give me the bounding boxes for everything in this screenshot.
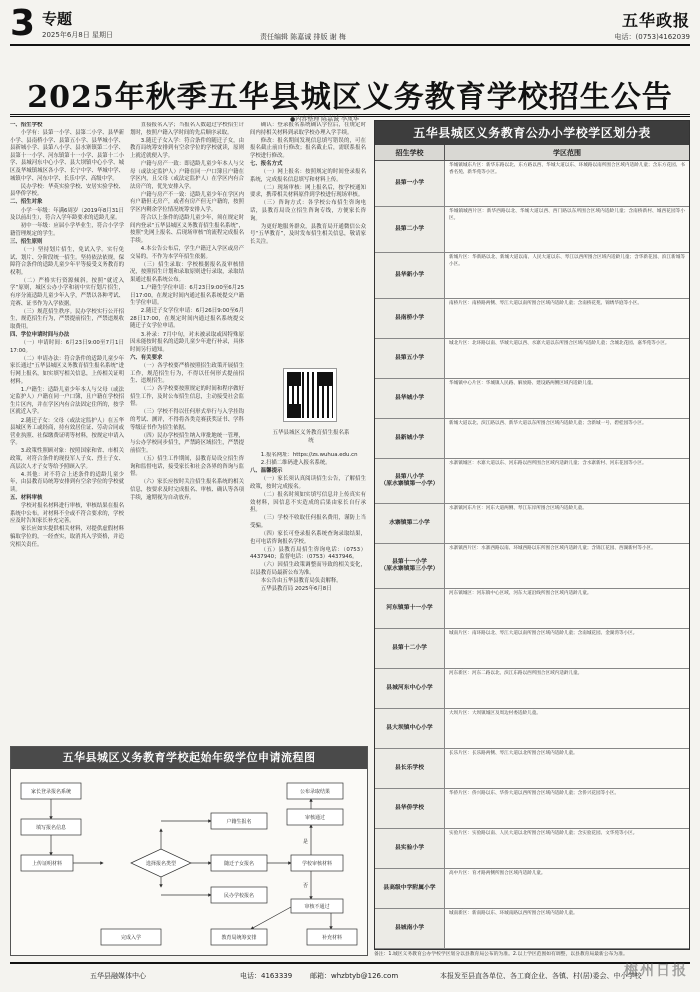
section-name: 专题 — [42, 10, 73, 28]
paper-name: 五华政报 — [621, 11, 690, 30]
issue-date: 2025年6月8日 星期日 — [42, 31, 113, 39]
school-name-cell: 河东镇第十一小学 — [375, 589, 445, 628]
flow-node-start: 家长登录报名系统 — [30, 789, 72, 795]
school-name-cell: 县第八小学 （原水寨镇第一小学） — [375, 459, 445, 503]
paragraph: （四）家长可登录报名系统查询录取结果，也可电话咨询报名学校。 — [250, 530, 366, 545]
section-heading: 八、温馨提示 — [250, 468, 283, 475]
paragraph: （五）县教育局招生咨询电话：（0753）4437940；监督电话：（0753）4437946。 — [250, 546, 366, 561]
paragraph: 本公告由五华县教育局负责解释。 — [260, 578, 342, 584]
paragraph: 1.报名网址：https://zs.wuhua.edu.cn — [260, 452, 358, 458]
paragraph: 2.扫描二维码进入报名系统。 — [260, 460, 331, 467]
page-header — [10, 3, 690, 46]
flowchart-diagram — [11, 769, 367, 955]
paragraph: 3.随迁子女入学：符合条件的随迁子女，由教育局统筹安排到有空余学位的学校就读，原则上就近就便入学。 — [130, 137, 244, 159]
table-row — [375, 909, 689, 949]
school-name-cell: 县新城小学 — [375, 419, 445, 458]
paragraph: 2.随迁子女学位申请：6月26日9:00至6月28日17:00，在规定时间内通过报名系统提交随迁子女学位申请。 — [130, 308, 244, 330]
table-note: 备注：1.城区义务教育公办学校学区划分以县教育局公布的为准。2.以上学区范围如有调整，以县教育局最新公布为准。 — [374, 952, 628, 957]
paragraph: 家长应如实提供相关材料，对提供虚假材料骗取学位的，一经查实，取消其入学资格，并追究相关责任。 — [10, 526, 124, 548]
district-area-cell: 城南新区：新南路以东、环城南路以西所围合区域内适龄儿童。 — [449, 911, 578, 916]
paragraph: 4.其他：对不符合上述条件的适龄儿童少年，由县教育局统筹安排到有空余学位的学校就读。 — [10, 471, 124, 493]
paragraph: 符合以上条件的适龄儿童少年，须在规定时间内登录“五华县城区义务教育招生报名系统”，按照“先网上报名、后现场审核”的流程完成报名手续。 — [130, 215, 244, 244]
paragraph: （三）咨询方式：各学校公布招生咨询电话，县教育局设立招生咨询专线，方便家长咨询。 — [250, 200, 366, 222]
table-row — [375, 504, 689, 544]
paragraph: 学校对报名材料进行审核，审核结果在报名系统中公布。对材料不全或不符合要求的，学校应及时告知家长补充完善。 — [10, 503, 124, 525]
flow-node-end: 完成入学 — [120, 935, 142, 941]
table-row — [375, 419, 689, 459]
header-area: 学区范围 — [553, 149, 581, 157]
paragraph: （二）严格实行资源倾斜。按照“就近入学”原则，城区公办小学和初中实行划片招生，有序分流适龄儿童少年入学，严禁以各种考试、竞赛、证书作为入学依据。 — [10, 277, 124, 307]
page-number: 3 — [10, 3, 36, 44]
paragraph: （三）规范招生秩序。民办学校实行公开招生，规范招生行为，严禁提前招生，严禁违规收取费用。 — [10, 308, 124, 330]
table-row — [375, 789, 689, 829]
school-name-cell: 县华城小学 — [375, 379, 445, 418]
section-heading: 七、报名方式 — [250, 160, 283, 167]
paragraph: 户籍与房产一致：即适龄儿童少年本人与父母（或法定监护人）户籍在同一户口簿且户籍在学区内，且父母（或法定监护人）在学区内有合法房产的，优先安排入学。 — [130, 160, 244, 190]
school-name-cell: 县高级中学附属小学 — [375, 869, 445, 908]
footer-phone: 电话：4163339 — [240, 972, 293, 980]
school-name-cell: 县长乐学校 — [375, 749, 445, 788]
paragraph: 为更好地服务群众，县教育局开通微信公众号“五华教育”，及时发布招生相关信息，敬请家长关注。 — [250, 223, 366, 245]
table-row — [375, 459, 689, 504]
section-heading: 二、招生对象 — [10, 199, 43, 206]
paragraph: 小学有：县第一小学、县第二小学、县华新小学、县南桥小学、县第五小学、县华城小学、县新城小学、县第八小学、县水寨镇第二小学、县第十一小学、河东镇第十一小学、县第十二小学、县城河东中心小学、县大坝镇中心小学、城区及华城镇城区各小学、长宁中学、华城中学、城镇中学、河东中学、长乐中学、高级中学。 — [10, 130, 124, 182]
school-name-cell: 县第十二小学 — [375, 629, 445, 668]
paragraph: （三）学校不得以任何形式举行与入学挂钩的考试、测评，不得将各类竞赛获奖证书、学科等级证书作为招生依据。 — [130, 409, 244, 431]
table-row — [375, 207, 689, 253]
paragraph: （二）现场审核：网上报名后，按学校通知要求，携带相关材料原件到学校进行现场审核。 — [250, 184, 366, 199]
page-footer — [10, 962, 690, 986]
school-name-cell: 县第二小学 — [375, 207, 445, 252]
paragraph: （三）招生录取：学校根据报名及审核情况，按照招生计划和录取原则进行录取，录取结果通过报名系统公布。 — [130, 261, 244, 283]
school-name-cell: 县华新小学 — [375, 253, 445, 298]
paragraph: 户籍与房产不一致：适龄儿童少年在学区内有户籍但无房产，或者有房产但无户籍的，按照学区内剩余学位情况统筹安排入学。 — [130, 191, 244, 214]
school-name-cell: 县第十一小学 （原水寨镇第三小学） — [375, 544, 445, 588]
paragraph: 3.政策性照顾对象：按照国家和省、市相关政策，对符合条件的现役军人子女、烈士子女、高层次人才子女等给予照顾入学。 — [10, 448, 124, 470]
table-body — [375, 161, 689, 949]
qr-caption: 五华县城区义务教育招生报名系统 — [272, 430, 350, 444]
school-name-cell: 水寨镇第二小学 — [375, 504, 445, 543]
table-row — [375, 709, 689, 749]
school-name-cell: 县第五小学 — [375, 339, 445, 378]
table-row — [375, 669, 689, 709]
district-area-cell: 新城片区：华新路以北、新城大道以南、人民大道以东、琴江以西所围合区域内适龄儿童；含华新花园、滨江新城等小区。 — [449, 255, 685, 267]
table-row — [375, 829, 689, 869]
paragraph: （三）学校不收取任何报名费用，谨防上当受骗。 — [250, 515, 366, 529]
page-title: 2025年秋季五华县城区义务教育学校招生公告 — [27, 80, 673, 115]
flow-node-suiqian: 随迁子女报名 — [223, 861, 255, 867]
paragraph: 五华县教育局 2025年6月8日 — [260, 586, 332, 593]
header-school: 招生学校 — [375, 145, 445, 160]
paragraph: 1.户籍生：适龄儿童少年本人与父母（或法定监护人）户籍在同一户口簿，且户籍在学校招生片区内，并在学区内有合法固定住所的，按学区就近入学。 — [10, 386, 124, 416]
school-name-cell: 县实验小学 — [375, 829, 445, 868]
paragraph: （二）各学校要按照规定的时间和程序做好招生工作，及时公布招生信息，主动接受社会监督。 — [130, 386, 244, 408]
table-row — [375, 749, 689, 789]
table-row — [375, 544, 689, 589]
footer-email: 邮箱：whzbtyb@126.com — [310, 972, 399, 980]
section-heading: 六、有关要求 — [130, 354, 163, 361]
district-area-cell: 河东新区：河东二路以北、滨江东路以西所围合区域内适龄儿童。 — [449, 671, 583, 676]
district-area-cell: 华城镇城西片区：新华西路以北、华城大道以西、西门路以东所围合区域内适龄儿童；含南桥新村、城西花园等小区。 — [449, 209, 685, 221]
flowchart-title: 五华县城区义务教育学校起始年级学位申请流程图 — [11, 747, 367, 769]
table-row — [375, 629, 689, 669]
section-heading: 五、材料审核 — [10, 495, 43, 501]
district-area-cell: 水寨镇河东片区：河东大道两侧、琴江东岸所围合区域内适龄儿童。 — [449, 506, 587, 511]
district-area-cell: 水寨镇城区：水寨大道以东、河东路以西所围合区域内适龄儿童；含水寨新村、河东花园等小区。 — [449, 461, 647, 466]
watermark-logo: 梅州日报 — [624, 963, 688, 979]
paragraph: （六）家长应按时关注招生报名系统的相关信息，按要求及时完成报名、审核、确认等各项手续，逾期视为自动放弃。 — [130, 479, 244, 501]
paragraph: （一）申请时间：6月23日9:00至7月1日17:00。 — [10, 340, 124, 354]
table-row — [375, 299, 689, 339]
paragraph: 直接报名入学；当报名人数超过学校招生计划时，按照户籍入学时间的先后顺序录取。 — [130, 122, 244, 136]
section-heading: 一、招生学校 — [10, 122, 43, 128]
article-column-2 — [130, 122, 244, 740]
flow-node-review: 学校审核材料 — [301, 861, 333, 867]
paragraph: （四）民办学校招生纳入审批地统一管理，与公办学校同步招生，严禁跨区域招生，严禁提前招生。 — [130, 432, 244, 454]
section-heading: 三、招生原则 — [10, 238, 43, 245]
flow-node-register: 填写报名信息 — [35, 825, 67, 831]
article-column-1 — [10, 122, 124, 740]
paragraph: （二）报名时须如实填写信息并上传真实有效材料，因信息不实造成的后果由家长自行承担。 — [250, 491, 366, 514]
paragraph: （一）坚持划片招生，免试入学。实行免试、划片、分阶段统一招生。坚持依法依规，保障符合条件的适龄儿童少年平等接受义务教育的权利。 — [10, 247, 124, 276]
table-row — [375, 589, 689, 629]
paragraph: （一）网上报名：按照规定的时间登录报名系统，完成报名信息填写和材料上传。 — [250, 169, 366, 183]
flow-label-no: 否 — [303, 883, 309, 889]
flow-node-minban: 民办学校报名 — [223, 893, 255, 899]
district-area-cell: 高中片区：育才路两侧所围合区域内适龄儿童。 — [449, 871, 546, 876]
flow-node-fail: 审核不通过 — [304, 904, 330, 910]
flow-node-pass: 审核通过 — [304, 815, 326, 821]
district-area-cell: 华侨片区：侨兴路以东、华侨大道以西所围合区域内适龄儿童；含侨兴花园等小区。 — [449, 791, 619, 796]
school-name-cell: 县南桥小学 — [375, 299, 445, 338]
table-row — [375, 253, 689, 299]
flow-node-result: 公布录取结果 — [299, 789, 331, 795]
district-area-cell: 南桥片区：南桥路两侧、琴江大道以南所围合区域内适龄儿童；含南桥花苑、锦绣华庭等小区。 — [449, 301, 642, 306]
paragraph: 4.本公告公布后，学生户籍迁入学区或房产交易的，不作为本学年招生依据。 — [130, 246, 244, 260]
flow-node-choose: 选择报名类型 — [145, 861, 177, 867]
content-credit: ●内容整理 陈嘉诚 李凤华 — [290, 116, 360, 123]
flow-node-upload: 上传证明材料 — [31, 861, 63, 867]
district-area-cell: 大坝片区：大坝镇城区及周边村委适龄儿童。 — [449, 711, 541, 716]
header-phone: 电话：(0753)4162039 — [614, 33, 690, 41]
school-name-cell: 县城南小学 — [375, 909, 445, 948]
paragraph: （一）各学校要严格按照招生政策开展招生工作，规范招生行为，不得以任何形式提前招生、违规招生。 — [130, 362, 244, 385]
district-area-cell: 城南片区：南环路以北、琴江大道以南所围合区域内适龄儿童；含南城花园、金湖湾等小区。 — [449, 631, 638, 636]
district-area-cell: 新城大道以北、滨江路以西、新华大道以东所围合区域内适龄儿童；含新城一号、碧桂园等小区。 — [449, 421, 647, 426]
table-row — [375, 869, 689, 909]
paragraph: （一）家长须认真阅读招生公告，了解招生政策，按时完成报名。 — [250, 476, 366, 490]
editor-line: 责任编辑 陈嘉诚 排版 谢 梅 — [260, 33, 346, 41]
flow-node-huji: 户籍生报名 — [226, 819, 252, 825]
paragraph: 初中一年级：应届小学毕业生，符合小学学籍管理规定的学生。 — [10, 223, 124, 237]
flow-node-tongchou: 教育局统筹安排 — [221, 935, 257, 941]
paragraph: 2.随迁子女：父母（或法定监护人）在五华县城区务工或经商，持有效居住证、劳动合同或营业执照、社保缴费证明等材料，按规定申请入学。 — [10, 417, 124, 447]
paragraph: 确认：登录报名系统确认学位后，在规定时间内持相关材料到录取学校办理入学手续。 — [250, 122, 366, 136]
table-row — [375, 379, 689, 419]
district-area-cell: 华城镇中心片区：华城镇人民路、解放路、建设路两侧区域内适龄儿童。 — [449, 381, 597, 386]
paragraph: 修改：报名期间发现信息填写错误的，可在报名截止前自行修改；报名截止后，需联系报名学校进行修改。 — [250, 137, 366, 159]
school-district-table — [374, 120, 690, 950]
district-area-cell: 长乐片区：长乐路两侧、琴江大道以北所围合区域内适龄儿童。 — [449, 751, 578, 756]
district-area-cell: 河东镇城区：河东镇中心区域、河东大道沿线所围合区域内适龄儿童。 — [449, 591, 592, 596]
table-row — [375, 339, 689, 379]
district-area-cell: 实验片区：实验路以南、人民大道以北所围合区域内适龄儿童；含实验花园、文华苑等小区。 — [449, 831, 638, 836]
district-area-cell: 华城镇城东片区：新华东路以北、东方路以西、华城大道以东、环城路以南所围合区域内适龄儿童；含东方花园、书香名苑、新华苑等小区。 — [449, 163, 685, 175]
paragraph: 小学一年级：年满6周岁（2019年8月31日及以前出生），符合入学年龄要求的适龄儿童。 — [10, 207, 124, 222]
school-name-cell: 县第一小学 — [375, 161, 445, 206]
paragraph: （五）招生工作期间，县教育局设立招生咨询和监督电话，接受家长和社会各界的咨询与监督。 — [130, 456, 244, 478]
table-title: 五华县城区义务教育公办小学校学区划分表 — [375, 121, 689, 145]
flow-node-supplement: 补充材料 — [321, 935, 343, 941]
footer-unit: 五华县融媒体中心 — [90, 972, 146, 980]
paragraph: 民办学校：华英实验学校、安居实验学校、县华侨学校。 — [10, 183, 124, 198]
flow-label-yes: 是 — [303, 839, 309, 845]
paragraph: （二）申请办法：符合条件的适龄儿童少年家长通过“五华县城区义务教育招生报名系统”进行网上报名，如实填写相关信息，上传相关证明材料。 — [10, 355, 124, 385]
section-heading: 四、学位申请时间与办法 — [10, 332, 70, 339]
flowchart-panel — [10, 746, 368, 956]
school-name-cell: 县城河东中心小学 — [375, 669, 445, 708]
footer-notice: 本报发至县直各单位、各工商企业、各镇、村(居)委会、中小学校 — [440, 972, 642, 980]
district-area-cell: 城北片区：北环路以南、华城大道以西、水寨大道以东所围合区域内适龄儿童；含城北花园、嘉华苑等小区。 — [449, 341, 670, 346]
article-column-3-lower — [250, 452, 366, 740]
school-name-cell: 县华侨学校 — [375, 789, 445, 828]
paragraph: 1.户籍生学位申请：6月23日9:00至6月25日17:00，在规定时间内通过报名系统提交户籍生学位申请。 — [130, 284, 244, 307]
qr-code[interactable] — [283, 368, 337, 422]
paragraph: 3.补录：7月中旬，对未被录取或因特殊原因未能按时报名的适龄儿童少年进行补录，具体时间另行通知。 — [130, 331, 244, 353]
school-name-cell: 县大坝镇中心小学 — [375, 709, 445, 748]
table-row — [375, 161, 689, 207]
paragraph: （六）因招生政策调整而导致的相关变化，以县教育局最新公布为准。 — [250, 562, 366, 576]
article-column-3 — [250, 122, 366, 362]
district-area-cell: 水寨镇西片区：水寨西路以南、环城西路以东所围合区域内适龄儿童；含锦江花园、西湖新村等小区。 — [449, 546, 656, 551]
table-header — [375, 145, 689, 161]
